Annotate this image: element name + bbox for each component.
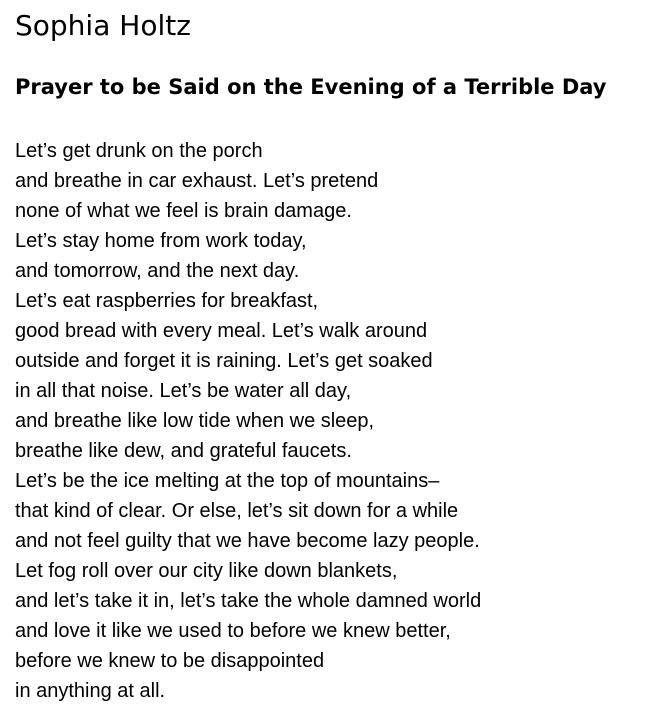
poem-line: and let’s take it in, let’s take the whole damned world — [15, 590, 482, 612]
poem-line: and breathe in car exhaust. Let’s pretend — [15, 170, 379, 192]
poem-line: before we knew to be disappointed — [15, 650, 325, 672]
poem-line: Let’s be the ice melting at the top of mountains– — [15, 470, 440, 492]
poem-line: Let’s stay home from work today, — [15, 230, 307, 252]
poem-line: good bread with every meal. Let’s walk around — [15, 320, 428, 342]
poem-line: Let fog roll over our city like down blankets, — [15, 560, 398, 582]
poem-line: Let’s eat raspberries for breakfast, — [15, 290, 319, 312]
poem-line: and tomorrow, and the next day. — [15, 260, 300, 282]
poem-line: Let’s get drunk on the porch — [15, 140, 263, 162]
author-name: Sophia Holtz — [15, 9, 191, 42]
poem-body — [15, 136, 481, 706]
poem-line: and not feel guilty that we have become lazy people. — [15, 530, 480, 552]
poem-line: outside and forget it is raining. Let’s get soaked — [15, 350, 433, 372]
poem-line: that kind of clear. Or else, let’s sit down for a while — [15, 500, 459, 522]
poem-line: and love it like we used to before we knew better, — [15, 620, 451, 642]
poem-line: and breathe like low tide when we sleep, — [15, 410, 375, 432]
poem-title: Prayer to be Said on the Evening of a Terrible Day — [15, 75, 607, 99]
poem-line: in all that noise. Let’s be water all day, — [15, 380, 352, 402]
poem-line: none of what we feel is brain damage. — [15, 200, 352, 222]
poem-line: in anything at all. — [15, 680, 166, 702]
poem-line: breathe like dew, and grateful faucets. — [15, 440, 352, 462]
